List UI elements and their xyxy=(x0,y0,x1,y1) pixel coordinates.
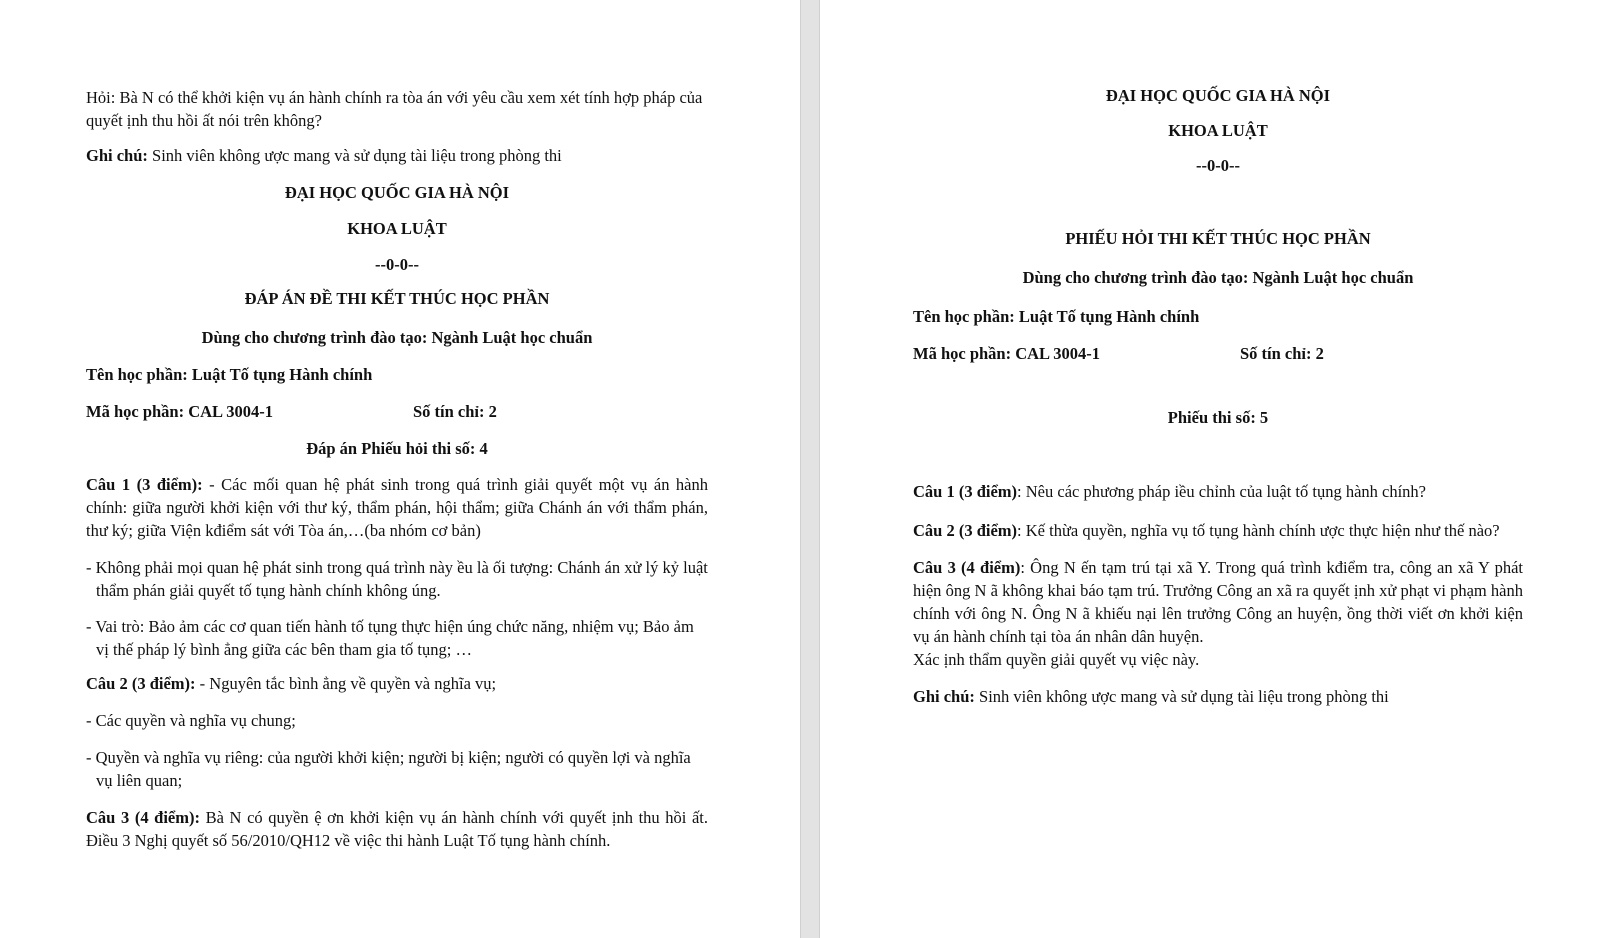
right-course-code: Mã học phần: CAL 3004-1 xyxy=(913,344,1101,363)
left-note-label: Ghi chú: xyxy=(86,146,148,165)
left-page-content xyxy=(86,86,708,852)
right-q2-text: : Kế thừa quyền, nghĩa vụ tố tụng hành chính ược thực hiện như thế nào? xyxy=(1017,521,1500,540)
right-q2-label: Câu 2 (3 điểm) xyxy=(913,521,1018,540)
left-program: Dùng cho chương trình đào tạo: Ngành Luật học chuẩn xyxy=(201,328,593,347)
right-faculty: KHOA LUẬT xyxy=(1168,121,1268,140)
right-course-meta xyxy=(913,342,1523,365)
left-q3 xyxy=(86,806,708,852)
left-q1-point3: - Vai trò: Bảo ảm các cơ quan tiến hành tố tụng thực hiện úng chức năng, nhiệm vụ; Bảo ảm vị thế pháp lý bình ẳng giữa các bên tham gia tố tụng; … xyxy=(86,617,694,659)
right-note-label: Ghi chú: xyxy=(913,687,975,706)
left-q3-label: Câu 3 (4 điểm): xyxy=(86,808,200,827)
right-q3-label: Câu 3 (4 điểm) xyxy=(913,558,1021,577)
left-q1 xyxy=(86,473,708,542)
left-course-name: Tên học phần: Luật Tố tụng Hành chính xyxy=(86,365,373,384)
left-question-line: Hỏi: Bà N có thể khởi kiện vụ án hành chính ra tòa án với yêu cầu xem xét tính hợp pháp của quyết ịnh thu hồi ất nói trên không? xyxy=(86,88,703,130)
left-q2-point2: - Các quyền và nghĩa vụ chung; xyxy=(86,711,296,730)
left-q2-point3: - Quyền và nghĩa vụ riêng: của người khởi kiện; người bị kiện; người có quyền lợi và nghĩa vụ liên quan; xyxy=(86,748,691,790)
left-q2 xyxy=(86,672,708,695)
left-separator: --0-0-- xyxy=(375,255,419,274)
left-q2-label: Câu 2 (3 điểm): xyxy=(86,674,196,693)
left-credits: Số tín chỉ: 2 xyxy=(413,402,497,421)
right-sheet-no: Phiếu thi số: 5 xyxy=(1167,408,1269,427)
left-q1-text: - Các mối quan hệ phát sinh trong quá trình giải quyết một vụ án hành chính: giữa người khởi kiện với thư ký, thẩm phán, hội thẩm; giữa Chánh án với thẩm phán, thư ký; giữa Viện kđiểm sát với Tòa án,…(ba nhóm cơ bản) xyxy=(86,475,709,540)
right-q1-text: : Nêu các phương pháp iều chỉnh của luật tố tụng hành chính? xyxy=(1017,482,1427,501)
left-faculty: KHOA LUẬT xyxy=(347,219,447,238)
left-course-code: Mã học phần: CAL 3004-1 xyxy=(86,402,274,421)
right-page-content xyxy=(913,84,1523,708)
right-separator: --0-0-- xyxy=(1196,156,1240,175)
right-page xyxy=(820,0,1600,938)
right-course-name: Tên học phần: Luật Tố tụng Hành chính xyxy=(913,307,1200,326)
left-q1-point2: - Không phải mọi quan hệ phát sinh trong quá trình này ều là ối tượng: Chánh án xử lý kỷ luật thẩm phán giải quyết tố tụng hành chính không úng. xyxy=(86,558,708,600)
left-course-meta xyxy=(86,400,708,423)
page-gutter xyxy=(800,0,820,938)
right-doc-title: PHIẾU HỎI THI KẾT THÚC HỌC PHẦN xyxy=(1065,229,1371,248)
right-note xyxy=(913,685,1523,708)
right-q1 xyxy=(913,480,1523,503)
left-q3-text: Bà N có quyền ệ ơn khởi kiện vụ án hành chính với quyết ịnh thu hồi ất. Điều 3 Nghị quyết số 56/2010/QH12 về việc thi hành Luật Tố tụng hành chính. xyxy=(86,808,709,850)
left-answer-title: Đáp án Phiếu hỏi thi số: 4 xyxy=(306,439,488,458)
right-note-text: Sinh viên không ược mang và sử dụng tài liệu trong phòng thi xyxy=(974,687,1389,706)
left-note-text: Sinh viên không ược mang và sử dụng tài liệu trong phòng thi xyxy=(147,146,562,165)
right-program: Dùng cho chương trình đào tạo: Ngành Luật học chuẩn xyxy=(1022,268,1414,287)
right-q1-label: Câu 1 (3 điểm) xyxy=(913,482,1018,501)
left-q1-label: Câu 1 (3 điểm): xyxy=(86,475,203,494)
right-q3 xyxy=(913,556,1523,648)
right-university: ĐẠI HỌC QUỐC GIA HÀ NỘI xyxy=(1105,86,1331,105)
right-q3-task: Xác ịnh thẩm quyền giải quyết vụ việc này. xyxy=(913,650,1200,669)
left-doc-title: ĐÁP ÁN ĐỀ THI KẾT THÚC HỌC PHẦN xyxy=(244,289,550,308)
left-note xyxy=(86,144,708,167)
right-credits: Số tín chỉ: 2 xyxy=(1240,344,1324,363)
right-q2 xyxy=(913,519,1523,542)
left-university: ĐẠI HỌC QUỐC GIA HÀ NỘI xyxy=(284,183,510,202)
right-q3-text: : Ông N ến tạm trú tại xã Y. Trong quá trình kđiểm tra, công an xã Y phát hiện ông N ã không khai báo tạm trú. Trưởng Công an xã ra quyết ịnh xử phạt vi phạm hành chính với ông N. Ông N ã khiếu nại lên trưởng Công an huyện, ồng thời viết ơn khởi kiện vụ án hành chính tại tòa án nhân dân huyện. xyxy=(913,558,1523,646)
left-q2-text: - Nguyên tắc bình ẳng về quyền và nghĩa vụ; xyxy=(195,674,497,693)
